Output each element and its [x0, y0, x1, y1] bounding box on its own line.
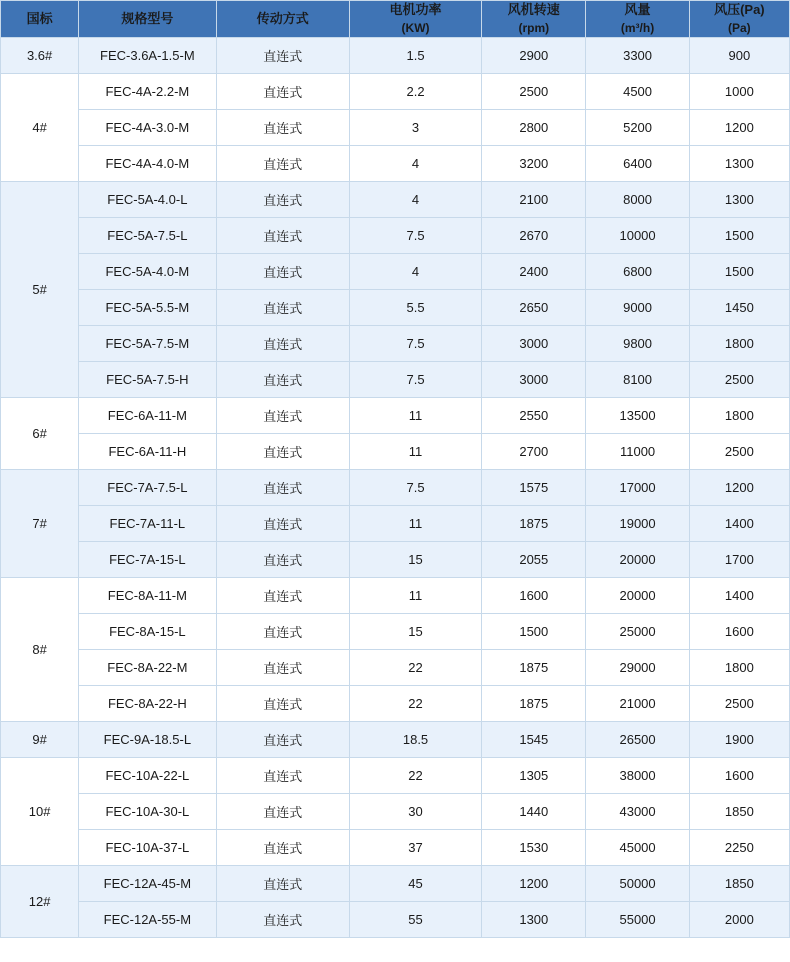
column-header-label: 电机功率 — [389, 2, 442, 17]
model-cell: FEC-5A-4.0-M — [79, 254, 216, 290]
speed-cell: 1200 — [482, 866, 586, 902]
power-cell: 7.5 — [349, 470, 481, 506]
pressure-cell: 1600 — [689, 758, 789, 794]
power-cell: 11 — [349, 434, 481, 470]
drive-cell: 直连式 — [216, 146, 349, 182]
airflow-cell: 6800 — [586, 254, 689, 290]
drive-cell: 直连式 — [216, 290, 349, 326]
airflow-cell: 13500 — [586, 398, 689, 434]
pressure-cell: 1200 — [689, 470, 789, 506]
standard-group-cell: 4# — [1, 74, 79, 182]
table-row — [1, 506, 790, 542]
speed-cell: 2900 — [482, 38, 586, 74]
pressure-cell: 1400 — [689, 578, 789, 614]
pressure-cell: 2500 — [689, 362, 789, 398]
column-header-unit: (Pa) — [728, 20, 751, 35]
table-row — [1, 254, 790, 290]
power-cell: 11 — [349, 398, 481, 434]
speed-cell: 3000 — [482, 326, 586, 362]
drive-cell: 直连式 — [216, 830, 349, 866]
airflow-cell: 17000 — [586, 470, 689, 506]
drive-cell: 直连式 — [216, 182, 349, 218]
pressure-cell: 1300 — [689, 146, 789, 182]
column-header-unit: (m³/h) — [620, 20, 655, 35]
standard-group-cell: 12# — [1, 866, 79, 938]
table-header-row — [1, 1, 790, 38]
column-header-1 — [79, 1, 216, 38]
speed-cell: 2055 — [482, 542, 586, 578]
drive-cell: 直连式 — [216, 38, 349, 74]
speed-cell: 1575 — [482, 470, 586, 506]
drive-cell: 直连式 — [216, 866, 349, 902]
power-cell: 3 — [349, 110, 481, 146]
pressure-cell: 2250 — [689, 830, 789, 866]
standard-group-cell: 5# — [1, 182, 79, 398]
airflow-cell: 9800 — [586, 326, 689, 362]
table-body — [1, 38, 790, 938]
column-header-label: 规格型号 — [121, 10, 174, 26]
drive-cell: 直连式 — [216, 902, 349, 938]
table-row — [1, 794, 790, 830]
pressure-cell: 2000 — [689, 902, 789, 938]
pressure-cell: 1400 — [689, 506, 789, 542]
airflow-cell: 10000 — [586, 218, 689, 254]
table-row — [1, 722, 790, 758]
column-header-label: 风量 — [624, 2, 651, 17]
speed-cell: 1600 — [482, 578, 586, 614]
airflow-cell: 3300 — [586, 38, 689, 74]
airflow-cell: 38000 — [586, 758, 689, 794]
column-header-6 — [689, 1, 789, 38]
model-cell: FEC-6A-11-H — [79, 434, 216, 470]
speed-cell: 1305 — [482, 758, 586, 794]
pressure-cell: 1000 — [689, 74, 789, 110]
column-header-label: 传动方式 — [256, 10, 309, 26]
column-header-label: 风压(Pa) — [714, 2, 765, 17]
airflow-cell: 6400 — [586, 146, 689, 182]
table-row — [1, 542, 790, 578]
model-cell: FEC-8A-22-M — [79, 650, 216, 686]
pressure-cell: 1900 — [689, 722, 789, 758]
column-header-5 — [586, 1, 689, 38]
pressure-cell: 1500 — [689, 218, 789, 254]
power-cell: 11 — [349, 506, 481, 542]
model-cell: FEC-4A-4.0-M — [79, 146, 216, 182]
table-row — [1, 218, 790, 254]
column-header-unit: (rpm) — [518, 20, 550, 35]
speed-cell: 1440 — [482, 794, 586, 830]
pressure-cell: 1500 — [689, 254, 789, 290]
model-cell: FEC-5A-7.5-L — [79, 218, 216, 254]
airflow-cell: 25000 — [586, 614, 689, 650]
power-cell: 55 — [349, 902, 481, 938]
drive-cell: 直连式 — [216, 758, 349, 794]
drive-cell: 直连式 — [216, 398, 349, 434]
column-header-4 — [482, 1, 586, 38]
table-row — [1, 758, 790, 794]
model-cell: FEC-8A-11-M — [79, 578, 216, 614]
pressure-cell: 1800 — [689, 398, 789, 434]
power-cell: 4 — [349, 254, 481, 290]
model-cell: FEC-5A-4.0-L — [79, 182, 216, 218]
power-cell: 22 — [349, 758, 481, 794]
power-cell: 30 — [349, 794, 481, 830]
speed-cell: 2100 — [482, 182, 586, 218]
standard-group-cell: 3.6# — [1, 38, 79, 74]
pressure-cell: 1800 — [689, 326, 789, 362]
pressure-cell: 2500 — [689, 434, 789, 470]
airflow-cell: 5200 — [586, 110, 689, 146]
drive-cell: 直连式 — [216, 74, 349, 110]
power-cell: 4 — [349, 146, 481, 182]
standard-group-cell: 7# — [1, 470, 79, 578]
drive-cell: 直连式 — [216, 794, 349, 830]
table-row — [1, 686, 790, 722]
speed-cell: 3200 — [482, 146, 586, 182]
pressure-cell: 1600 — [689, 614, 789, 650]
table-row — [1, 830, 790, 866]
table-row — [1, 326, 790, 362]
model-cell: FEC-9A-18.5-L — [79, 722, 216, 758]
model-cell: FEC-8A-22-H — [79, 686, 216, 722]
speed-cell: 2550 — [482, 398, 586, 434]
table-row — [1, 74, 790, 110]
drive-cell: 直连式 — [216, 686, 349, 722]
model-cell: FEC-12A-55-M — [79, 902, 216, 938]
table-header — [1, 1, 790, 38]
pressure-cell: 1700 — [689, 542, 789, 578]
pressure-cell: 1800 — [689, 650, 789, 686]
speed-cell: 2400 — [482, 254, 586, 290]
pressure-cell: 1450 — [689, 290, 789, 326]
power-cell: 22 — [349, 686, 481, 722]
speed-cell: 1500 — [482, 614, 586, 650]
drive-cell: 直连式 — [216, 326, 349, 362]
drive-cell: 直连式 — [216, 578, 349, 614]
speed-cell: 2800 — [482, 110, 586, 146]
table-row — [1, 110, 790, 146]
model-cell: FEC-7A-15-L — [79, 542, 216, 578]
speed-cell: 1875 — [482, 650, 586, 686]
table-row — [1, 902, 790, 938]
table-row — [1, 866, 790, 902]
standard-group-cell: 6# — [1, 398, 79, 470]
column-header-label: 风机转速 — [507, 2, 560, 17]
drive-cell: 直连式 — [216, 506, 349, 542]
airflow-cell: 20000 — [586, 542, 689, 578]
model-cell: FEC-8A-15-L — [79, 614, 216, 650]
model-cell: FEC-5A-5.5-M — [79, 290, 216, 326]
airflow-cell: 29000 — [586, 650, 689, 686]
power-cell: 7.5 — [349, 362, 481, 398]
speed-cell: 2670 — [482, 218, 586, 254]
speed-cell: 1530 — [482, 830, 586, 866]
airflow-cell: 19000 — [586, 506, 689, 542]
airflow-cell: 20000 — [586, 578, 689, 614]
column-header-label: 国标 — [26, 10, 53, 26]
table-row — [1, 578, 790, 614]
column-header-0 — [1, 1, 79, 38]
power-cell: 7.5 — [349, 326, 481, 362]
power-cell: 5.5 — [349, 290, 481, 326]
table-row — [1, 146, 790, 182]
drive-cell: 直连式 — [216, 542, 349, 578]
power-cell: 15 — [349, 614, 481, 650]
model-cell: FEC-7A-7.5-L — [79, 470, 216, 506]
power-cell: 45 — [349, 866, 481, 902]
model-cell: FEC-7A-11-L — [79, 506, 216, 542]
speed-cell: 2700 — [482, 434, 586, 470]
table-row — [1, 434, 790, 470]
model-cell: FEC-3.6A-1.5-M — [79, 38, 216, 74]
airflow-cell: 9000 — [586, 290, 689, 326]
drive-cell: 直连式 — [216, 218, 349, 254]
drive-cell: 直连式 — [216, 434, 349, 470]
column-header-unit: (KW) — [401, 20, 430, 35]
standard-group-cell: 8# — [1, 578, 79, 722]
pressure-cell: 1300 — [689, 182, 789, 218]
column-header-2 — [216, 1, 349, 38]
table-row — [1, 362, 790, 398]
pressure-cell: 1850 — [689, 794, 789, 830]
table-row — [1, 398, 790, 434]
model-cell: FEC-10A-30-L — [79, 794, 216, 830]
model-cell: FEC-5A-7.5-M — [79, 326, 216, 362]
drive-cell: 直连式 — [216, 110, 349, 146]
model-cell: FEC-5A-7.5-H — [79, 362, 216, 398]
power-cell: 22 — [349, 650, 481, 686]
pressure-cell: 900 — [689, 38, 789, 74]
airflow-cell: 11000 — [586, 434, 689, 470]
speed-cell: 1875 — [482, 686, 586, 722]
table-row — [1, 470, 790, 506]
drive-cell: 直连式 — [216, 650, 349, 686]
speed-cell: 2650 — [482, 290, 586, 326]
table-row — [1, 614, 790, 650]
airflow-cell: 8000 — [586, 182, 689, 218]
speed-cell: 1300 — [482, 902, 586, 938]
table-row — [1, 182, 790, 218]
power-cell: 1.5 — [349, 38, 481, 74]
power-cell: 15 — [349, 542, 481, 578]
model-cell: FEC-12A-45-M — [79, 866, 216, 902]
power-cell: 37 — [349, 830, 481, 866]
airflow-cell: 21000 — [586, 686, 689, 722]
table-row — [1, 38, 790, 74]
drive-cell: 直连式 — [216, 614, 349, 650]
model-cell: FEC-10A-37-L — [79, 830, 216, 866]
airflow-cell: 55000 — [586, 902, 689, 938]
model-cell: FEC-4A-2.2-M — [79, 74, 216, 110]
drive-cell: 直连式 — [216, 362, 349, 398]
airflow-cell: 43000 — [586, 794, 689, 830]
airflow-cell: 4500 — [586, 74, 689, 110]
speed-cell: 2500 — [482, 74, 586, 110]
power-cell: 7.5 — [349, 218, 481, 254]
standard-group-cell: 9# — [1, 722, 79, 758]
pressure-cell: 2500 — [689, 686, 789, 722]
pressure-cell: 1200 — [689, 110, 789, 146]
airflow-cell: 26500 — [586, 722, 689, 758]
model-cell: FEC-6A-11-M — [79, 398, 216, 434]
drive-cell: 直连式 — [216, 470, 349, 506]
column-header-3 — [349, 1, 481, 38]
speed-cell: 3000 — [482, 362, 586, 398]
table-row — [1, 290, 790, 326]
model-cell: FEC-4A-3.0-M — [79, 110, 216, 146]
airflow-cell: 50000 — [586, 866, 689, 902]
power-cell: 4 — [349, 182, 481, 218]
speed-cell: 1875 — [482, 506, 586, 542]
power-cell: 11 — [349, 578, 481, 614]
airflow-cell: 45000 — [586, 830, 689, 866]
standard-group-cell: 10# — [1, 758, 79, 866]
airflow-cell: 8100 — [586, 362, 689, 398]
drive-cell: 直连式 — [216, 254, 349, 290]
power-cell: 18.5 — [349, 722, 481, 758]
table-row — [1, 650, 790, 686]
power-cell: 2.2 — [349, 74, 481, 110]
speed-cell: 1545 — [482, 722, 586, 758]
pressure-cell: 1850 — [689, 866, 789, 902]
drive-cell: 直连式 — [216, 722, 349, 758]
model-cell: FEC-10A-22-L — [79, 758, 216, 794]
